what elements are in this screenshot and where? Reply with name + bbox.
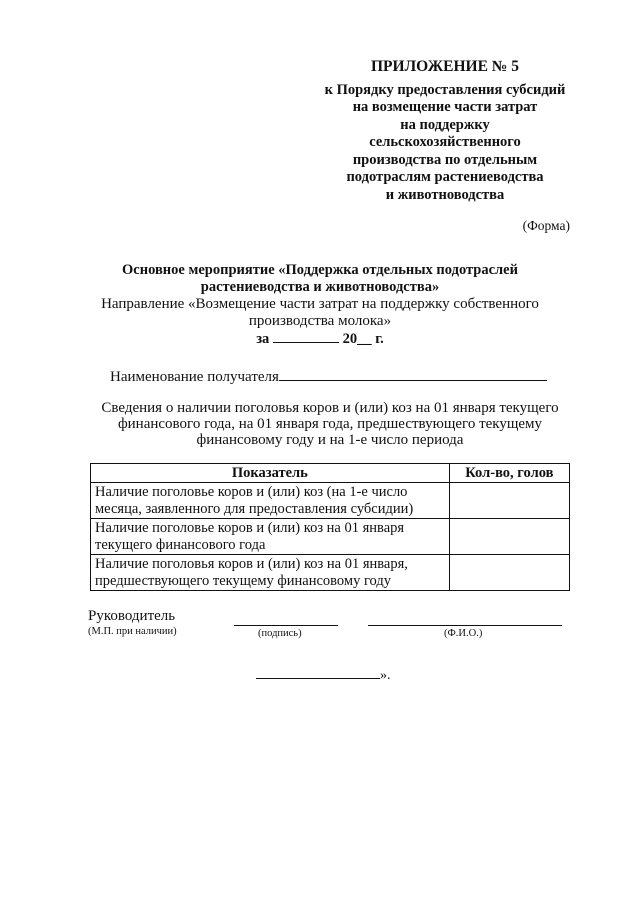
recipient-label: Наименование получателя — [110, 369, 279, 385]
appendix-line: к Порядку предоставления субсидий — [324, 81, 566, 98]
table-row — [91, 555, 570, 591]
table-row — [91, 483, 570, 519]
recipient-row — [110, 368, 547, 386]
appendix-line: подотраслям растениеводства — [346, 169, 544, 185]
appendix-line: сельскохозяйственного — [369, 134, 521, 150]
date-row — [256, 666, 391, 684]
indicator-cell: Наличие поголовье коров и (или) коз (на 1-е число месяца, заявленного для предоставления субсидии) — [91, 483, 450, 519]
info-line: Сведения о наличии поголовья коров и (или) коз на 01 января текущего — [101, 400, 559, 416]
appendix-line: и животноводства — [385, 186, 505, 203]
data-table — [90, 463, 570, 591]
table-header-row — [91, 464, 570, 483]
period-year: 20__ г. — [342, 331, 384, 347]
full-name-line[interactable] — [368, 625, 562, 626]
appendix-line: производства по отдельным — [352, 151, 538, 168]
period-month-blank[interactable] — [273, 330, 339, 343]
signature-line[interactable] — [234, 625, 338, 626]
appendix-line: на поддержку — [400, 116, 490, 133]
table-row — [91, 519, 570, 555]
info-line: финансового года, на 01 января года, предшествующего текущему — [117, 416, 543, 432]
info-text — [90, 400, 570, 448]
stamp-note: (М.П. при наличии) — [88, 626, 177, 637]
main-event-line: растениеводства и животноводства» — [200, 279, 440, 295]
date-blank[interactable] — [256, 666, 380, 679]
direction-line: Направление «Возмещение части затрат на поддержку собственного — [101, 296, 539, 312]
period-line — [90, 330, 550, 348]
main-event-line: Основное мероприятие «Поддержка отдельных подотраслей — [122, 262, 518, 278]
count-cell[interactable] — [449, 519, 569, 555]
form-label: (Форма) — [522, 218, 570, 233]
count-cell[interactable] — [449, 483, 569, 519]
appendix-header — [300, 58, 590, 204]
indicator-cell: Наличие поголовья коров и (или) коз на 01 января, предшествующего текущему финансовому году — [91, 555, 450, 591]
info-line: финансовому году и на 1-е число периода — [196, 432, 464, 448]
indicator-header: Показатель — [91, 464, 450, 483]
period-prefix: за — [256, 331, 270, 347]
count-cell[interactable] — [449, 555, 569, 591]
direction-line: производства молока» — [248, 313, 392, 329]
count-header: Кол-во, голов — [449, 464, 569, 483]
signer-role: Руководитель — [88, 608, 176, 624]
date-suffix: ». — [380, 668, 391, 683]
full-name-caption: (Ф.И.О.) — [444, 628, 483, 639]
appendix-title: ПРИЛОЖЕНИЕ № 5 — [371, 58, 519, 75]
recipient-blank[interactable] — [279, 368, 547, 381]
signature-block — [88, 608, 568, 648]
indicator-cell: Наличие поголовье коров и (или) коз на 01 января текущего финансового года — [91, 519, 450, 555]
appendix-line: на возмещение части затрат — [352, 99, 538, 115]
signature-caption: (подпись) — [258, 628, 302, 639]
main-titles — [90, 262, 550, 348]
